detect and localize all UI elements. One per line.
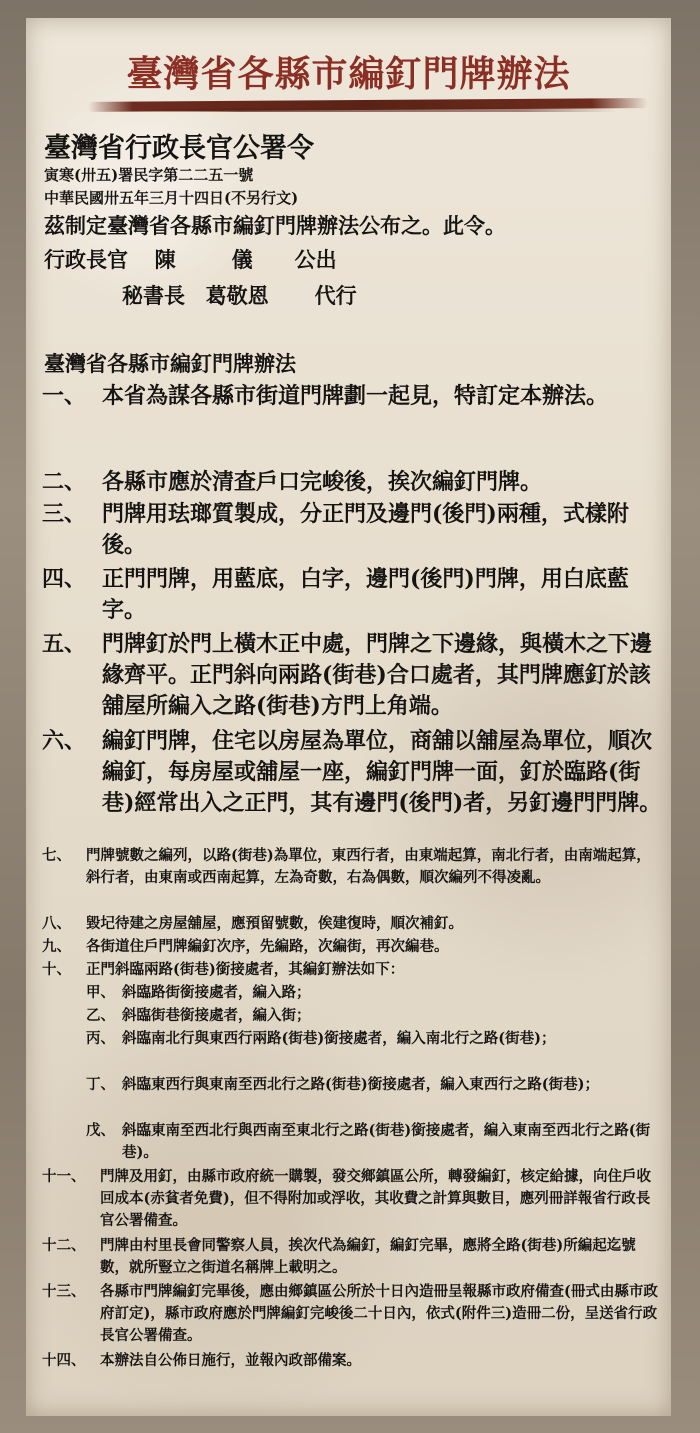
- article-text: 正門門牌，用藍底，白字，邊門(後門)門牌，用白底藍字。: [102, 566, 629, 623]
- sub-item-number: 戊、: [86, 1122, 115, 1139]
- article-text: 各縣市應於清查戶口完峻後，挨次編釘門牌。: [102, 469, 543, 495]
- article-item: [42, 1281, 664, 1347]
- article-text: 編釘門牌，住宅以房屋為單位，商舖以舖屋為單位，順次編釘，每房屋或舖屋一座，編釘門牌一面，釘於臨路(街巷)經常出入之正門，其有邊門(後門)者，另釘邊門門牌。: [102, 728, 662, 816]
- article-number: 三、: [42, 501, 87, 527]
- article-number: 五、: [42, 631, 87, 657]
- article-text: 各縣市門牌編釘完畢後，應由鄉鎮區公所於十日內造冊呈報縣市政府備查(冊式由縣市政府訂定)，縣市政府應於門牌編釘完峻後二十日內，依式(附件三)造冊二份，呈送省行政長官公署備查。: [100, 1283, 658, 1344]
- signature-line-secretary: [122, 280, 357, 310]
- article-number: 十一、: [42, 1168, 86, 1185]
- article-text: 正門斜臨兩路(街巷)銜接處者，其編釘辦法如下：: [86, 961, 405, 978]
- article-item: [42, 959, 664, 981]
- article-item: [42, 381, 662, 412]
- rules-title: 臺灣省各縣市編釘門牌辦法: [44, 351, 296, 376]
- article-text: 門牌及用釘，由縣市政府統一購製，發交鄉鎮區公所，轉發編釘，核定給據，向住戶收回成本(赤貧者免費)，但不得附加或浮收，其收費之計算與數目，應列冊詳報省行政長官公署備查。: [100, 1168, 651, 1229]
- sub-item: [86, 1120, 666, 1164]
- signature-line-governor: [44, 244, 337, 274]
- article-number: 六、: [42, 728, 87, 754]
- article-item: [42, 936, 664, 958]
- sub-item-text: 斜臨東南至西北行與西南至東北行之路(街巷)銜接處者，編入東南至西北行之路(街巷)。: [122, 1122, 651, 1161]
- order-date: 中華民國卅五年三月十四日(不另行文): [44, 189, 299, 207]
- sub-item-text: 斜臨南北行與東西行兩路(街巷)銜接處者，編入南北行之路(街巷)；: [122, 1030, 556, 1047]
- sub-item-text: 斜臨街巷銜接處者，編入街；: [122, 1007, 311, 1024]
- article-item: [42, 726, 662, 819]
- signature-name-part: 儀: [231, 247, 253, 272]
- sub-item-text: 斜臨路街銜接處者，編入路；: [122, 984, 311, 1001]
- order-decree: 茲制定臺灣省各縣市編釘門牌辦法公布之。此令。: [44, 213, 506, 238]
- sub-item-number: 丁、: [86, 1076, 115, 1093]
- signature-title: 行政長官: [44, 247, 128, 272]
- signature-action: 代行: [314, 283, 357, 308]
- signature-title: 秘書長: [122, 283, 185, 308]
- article-number: 二、: [42, 469, 87, 495]
- article-item: [42, 629, 662, 722]
- article-item: [42, 467, 662, 498]
- order-reference: 寅寒(卅五)署民字第二二五一號: [44, 166, 254, 184]
- article-item: [42, 1350, 664, 1372]
- sub-item-number: 甲、: [86, 984, 115, 1001]
- sub-item-number: 丙、: [86, 1030, 115, 1047]
- article-item: [42, 845, 664, 889]
- article-text: 門牌用珐瑯質製成，分正門及邊門(後門)兩種，式樣附後。: [102, 501, 629, 558]
- sub-item: [86, 1028, 666, 1050]
- article-text: 門牌由村里長會同警察人員，挨次代為編釘，編釘完畢，應將全路(街巷)所編起迄號數，就所豎立之街道名稱牌上載明之。: [100, 1237, 636, 1276]
- sub-item: [86, 1005, 666, 1027]
- signature-name-part: 陳: [154, 247, 176, 272]
- article-number: 十三、: [42, 1283, 86, 1300]
- article-number: 九、: [42, 938, 71, 955]
- article-number: 十、: [42, 961, 71, 978]
- article-item: [42, 499, 662, 561]
- article-text: 門牌號數之編列，以路(街巷)為單位，東西行者，由東端起算，南北行者，由南端起算，斜行者，由東南或西南起算，左為奇數，右為偶數，順次編列不得凌亂。: [86, 847, 651, 886]
- article-number: 十四、: [42, 1352, 86, 1369]
- article-text: 本省為謀各縣市街道門牌劃一起見，特訂定本辦法。: [102, 383, 609, 409]
- sub-item: [86, 982, 666, 1004]
- article-item: [42, 564, 662, 626]
- sub-item: [86, 1074, 666, 1096]
- sub-item-number: 乙、: [86, 1007, 115, 1024]
- signature-name: 葛敬恩: [205, 283, 269, 308]
- article-number: 八、: [42, 915, 71, 932]
- article-text: 毀圮待建之房屋舖屋，應預留號數，俟建復時，順次補釘。: [86, 915, 463, 932]
- signature-action: 公出: [294, 247, 337, 272]
- article-number: 四、: [42, 566, 87, 592]
- article-number: 一、: [42, 383, 87, 409]
- article-number: 十二、: [42, 1237, 86, 1254]
- article-number: 七、: [42, 847, 71, 864]
- document-title: 臺灣省各縣市編釘門牌辦法: [126, 53, 571, 95]
- article-item: [42, 1166, 664, 1232]
- article-item: [42, 913, 664, 935]
- article-text: 門牌釘於門上橫木正中處，門牌之下邊緣，與橫木之下邊緣齊平。正門斜向兩路(街巷)合口處者，其門牌應釘於該舖屋所編入之路(街巷)方門上角端。: [102, 631, 653, 719]
- order-heading: 臺灣省行政長官公署令: [44, 133, 314, 164]
- sub-item-text: 斜臨東西行與東南至西北行之路(街巷)銜接處者，編入東西行之路(街巷)；: [122, 1076, 599, 1093]
- paper-sheet: [26, 18, 671, 1416]
- title-brush-stroke-thin: [146, 108, 616, 112]
- article-text: 本辦法自公佈日施行，並報內政部備案。: [100, 1352, 361, 1369]
- article-item: [42, 1235, 664, 1279]
- article-text: 各街道住戶門牌編釘次序，先編路，次編街，再次編巷。: [86, 938, 449, 955]
